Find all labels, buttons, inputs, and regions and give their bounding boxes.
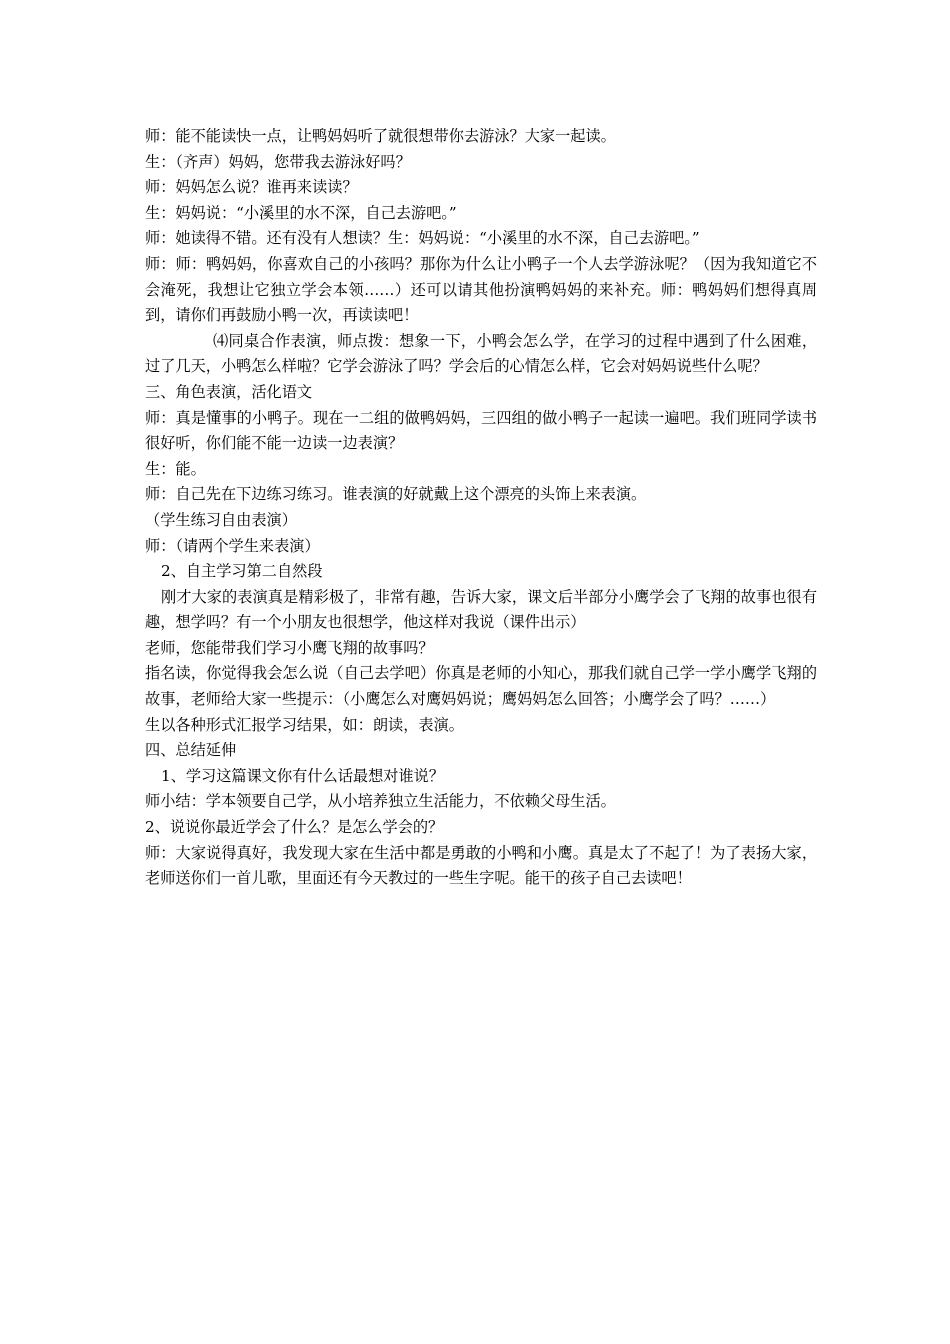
document-body [145,124,817,892]
paragraph-student-mom-says: 生：妈妈说：“小溪里的水不深，自己去游吧。” [145,203,457,222]
paragraph-teacher-practice: 师：自己先在下边练习练习。谁表演的好就戴上这个漂亮的头饰上来表演。 [145,485,647,504]
section-heading-role-play: 三、角色表演，活化语文 [145,382,313,401]
paragraph-students-chorus: 生：（齐声）妈妈，您带我去游泳好吗？ [145,152,411,171]
section-heading-summary: 四、总结延伸 [145,741,237,760]
paragraph-teacher-closing: 师：大家说得真好，我发现大家在生活中都是勇敢的小鸭和小鹰。真是太了不起了！为了表扬大家，老师送你们一首儿歌，里面还有今天教过的一些生字呢。能干的孩子自己去读吧！ [145,843,817,888]
paragraph-free-performance: （学生练习自由表演） [145,510,297,529]
subheading-self-study: 2、自主学习第二自然段 [161,562,323,581]
paragraph-student-report: 生以各种形式汇报学习结果，如：朗读，表演。 [145,715,464,734]
paragraph-named-reading: 指名读，你觉得我会怎么说（自己去学吧）你真是老师的小知心，那我们就自己学一学小鹰学飞翔的故事，老师给大家一些提示：（小鹰怎么对鹰妈妈说；鹰妈妈怎么回答；小鹰学会了吗？……） [145,664,817,709]
paragraph-teacher-two-students: 师：（请两个学生来表演） [145,536,320,555]
paragraph-teacher-duck-mother: 师：师：鸭妈妈，你喜欢自己的小孩吗？那你为什么让小鸭子一个人去学游泳呢？（因为我知道它不会淹死，我想让它独立学会本领……）还可以请其他扮演鸭妈妈的来补充。师：鸭妈妈们想得真周到，请你们再鼓励小鸭一次，再读读吧！ [145,254,817,325]
paragraph-item-one: 1、学习这篇课文你有什么话最想对谁说？ [161,766,445,785]
paragraph-pair-performance: ⑷同桌合作表演，师点拨：想象一下，小鸭会怎么学，在学习的过程中遇到了什么困难，过了几天，小鸭怎么样啦？它学会游泳了吗？学会后的心情怎么样，它会对妈妈说些什么呢？ [145,331,817,376]
paragraph-teacher-read-faster: 师：能不能读快一点，让鸭妈妈听了就很想带你去游泳？大家一起读。 [145,127,616,145]
paragraph-eagle-story: 刚才大家的表演真是精彩极了，非常有趣，告诉大家，课文后半部分小鹰学会了飞翔的故事也很有趣，想学吗？有一个小朋友也很想学，他这样对我说（课件出示） [145,587,817,632]
paragraph-item-two: 2、说说你最近学会了什么？是怎么学会的？ [145,818,444,837]
paragraph-student-yes: 生：能。 [145,459,206,478]
paragraph-teacher-good-reading: 师：她读得不错。还有没有人想读？生：妈妈说：“小溪里的水不深，自己去游吧。” [145,229,700,248]
paragraph-teacher-question: 老师，您能带我们学习小鹰飞翔的故事吗？ [145,638,434,657]
paragraph-teacher-summary: 师小结：学本领要自己学，从小培养独立生活能力，不依赖父母生活。 [145,792,616,811]
paragraph-teacher-mom-says: 师：妈妈怎么说？谁再来读读？ [145,178,358,197]
paragraph-teacher-group-reading: 师：真是懂事的小鸭子。现在一二组的做鸭妈妈，三四组的做小鸭子一起读一遍吧。我们班同学读书很好听，你们能不能一边读一边表演？ [145,408,817,453]
